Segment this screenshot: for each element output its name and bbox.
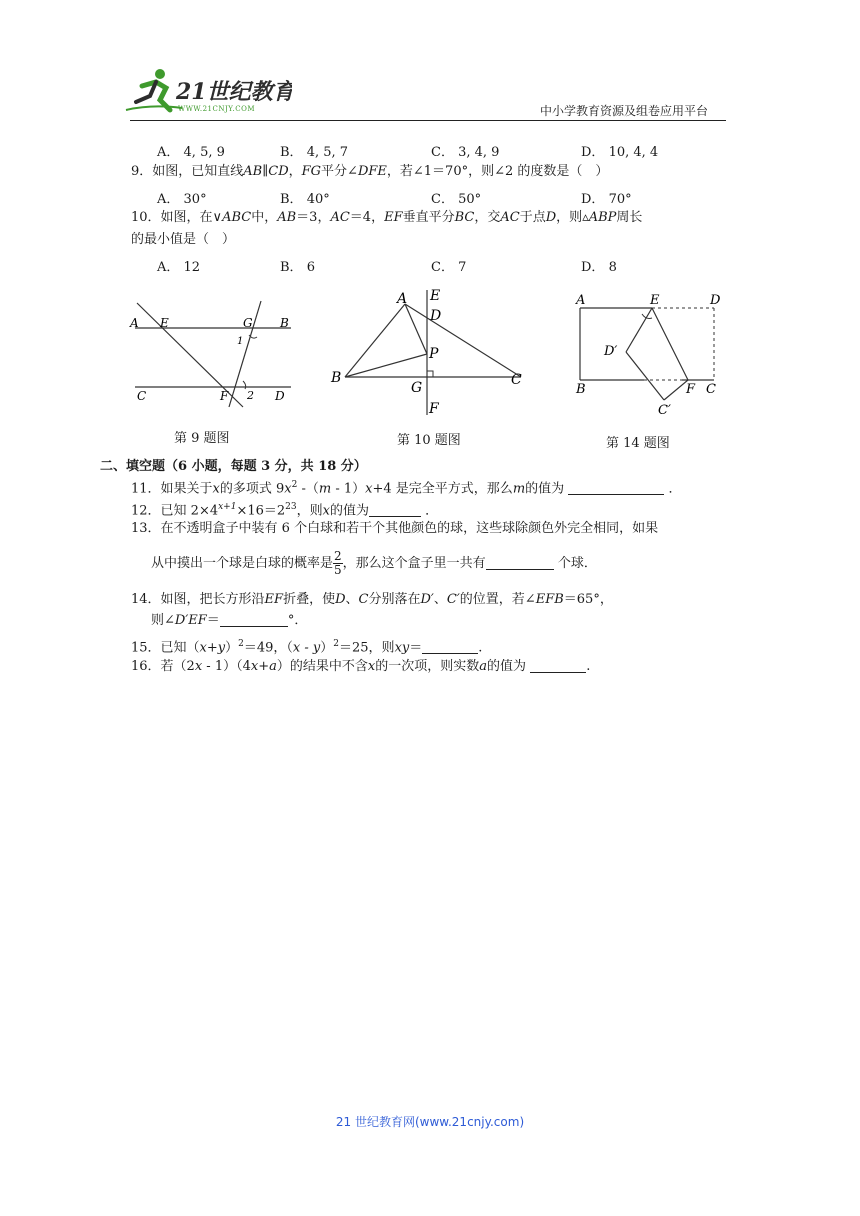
question-16: 16．若（2x - 1）（4x+a）的结果中不含x的一次项，则实数a的值为 . — [131, 659, 591, 674]
probability-fraction: $\frac{2}{5}$ — [334, 549, 342, 577]
q8-option-d: D． 10, 4, 4 — [581, 145, 659, 160]
q8-option-b: B． 4, 5, 7 — [280, 145, 349, 160]
logo-url: WWW.21CNJY.COM — [178, 105, 255, 113]
label-f: F — [429, 401, 439, 417]
segment-ed-prime — [626, 308, 652, 352]
label-c: C — [706, 382, 716, 397]
label-f: F — [220, 389, 229, 403]
label-b: B — [331, 370, 342, 386]
fold-line-ef — [652, 308, 688, 380]
segment-bp — [345, 354, 427, 377]
segment-c-prime-f — [664, 380, 688, 400]
label-e: E — [430, 288, 441, 304]
label-d: D — [275, 389, 285, 403]
label-a: A — [130, 316, 139, 330]
label-1: 1 — [237, 336, 244, 347]
runner-logo-icon — [122, 66, 292, 118]
logo-text: 21世纪教育 — [176, 79, 292, 105]
q9-option-c: C． 50° — [431, 192, 482, 207]
question-9: 9．如图，已知直线AB∥CD，FG平分∠DFE，若∠1＝70°，则∠2 的度数是（ ） — [131, 164, 609, 179]
q8-option-a: A． 4, 5, 9 — [157, 145, 225, 160]
q10-option-b: B． 6 — [280, 260, 315, 275]
q10-option-a: A． 12 — [157, 260, 201, 275]
q13-answer-blank[interactable] — [486, 555, 554, 570]
label-c: C — [511, 372, 522, 388]
segment-ab — [345, 304, 405, 377]
q12-answer-blank[interactable] — [369, 502, 421, 517]
q10-option-d: D． 8 — [581, 260, 617, 275]
label-c: C — [137, 389, 147, 403]
label-a: A — [576, 293, 586, 308]
question-14-line2: 则∠D′EF＝ °． — [151, 613, 308, 628]
figure-10 — [325, 287, 530, 417]
q11-answer-blank[interactable] — [568, 480, 664, 495]
label-d: D — [430, 308, 442, 324]
question-13: 13．在不透明盒子中装有 6 个白球和若干个其他颜色的球，这些球除颜色外完全相同，如果 — [131, 521, 659, 536]
question-13-line2: 从中摸出一个球是白球的概率是 $\frac{2}{5}$ ，那么这个盒子里一共有 个球． — [151, 549, 597, 577]
label-e: E — [650, 293, 660, 308]
q8-options — [0, 141, 860, 161]
label-p: P — [429, 346, 439, 362]
question-15: 15．已知$(x+y)^2=49$，（x - y）$^2$＝25，则xy＝ . — [131, 639, 483, 656]
figure-14-caption: 第 14 题图 — [606, 436, 670, 451]
q9-options — [0, 188, 860, 208]
label-2: 2 — [247, 389, 254, 402]
q10-option-c: C． 7 — [431, 260, 467, 275]
section-2-title: 二、填空题（6 小题，每题 3 分，共 18 分） — [100, 459, 367, 474]
question-10-line2: 的最小值是（ ） — [131, 232, 236, 247]
q15-answer-blank[interactable] — [422, 639, 478, 654]
q9-option-d: D． 70° — [581, 192, 632, 207]
label-d-prime: D′ — [604, 344, 618, 359]
segment-d-prime-c-prime — [626, 352, 664, 400]
q8-option-c: C． 3, 4, 9 — [431, 145, 500, 160]
label-a: A — [397, 291, 408, 307]
figure-9-caption: 第 9 题图 — [174, 431, 230, 446]
segment-ac — [405, 304, 521, 377]
q9-option-a: A． 30° — [157, 192, 207, 207]
label-g: G — [243, 316, 253, 330]
q16-answer-blank[interactable] — [530, 658, 586, 673]
label-c-prime: C′ — [658, 403, 671, 418]
question-12: 12．已知 $2\times 4^{x+1}\times 16=2^{23}$，则x的值为 ． — [131, 502, 439, 519]
label-b: B — [576, 382, 586, 397]
footer-link[interactable]: 21 世纪教育网(www.21cnjy.com) — [335, 1115, 525, 1129]
question-14: 14．如图，把长方形沿EF折叠，使D、C分别落在D′、C′的位置，若∠EFB＝65°， — [131, 592, 613, 607]
figure-9 — [125, 295, 300, 410]
site-logo — [122, 66, 292, 118]
figure-14 — [570, 290, 730, 422]
q10-options — [0, 256, 860, 276]
platform-name: 中小学教育资源及组卷应用平台 — [540, 104, 709, 118]
q9-option-b: B． 40° — [280, 192, 330, 207]
question-10: 10．如图，在∨ABC中，AB＝3，AC＝4，EF垂直平分BC，交AC于点D，则▵ABP周长 — [131, 210, 643, 225]
label-b: B — [280, 316, 289, 330]
label-f: F — [686, 382, 696, 397]
label-d: D — [710, 293, 721, 308]
figure-10-caption: 第 10 题图 — [397, 433, 461, 448]
question-11: 11．如果关于x的多项式 $9x^2$ -（m - 1）x+4 是完全平方式，那么m的值为 ． — [131, 480, 682, 497]
q14-answer-blank[interactable] — [220, 612, 288, 627]
right-angle-mark — [427, 371, 433, 377]
angle-2-arc — [243, 381, 246, 389]
label-e: E — [160, 316, 169, 330]
header-divider — [130, 120, 726, 121]
label-g: G — [411, 380, 423, 396]
